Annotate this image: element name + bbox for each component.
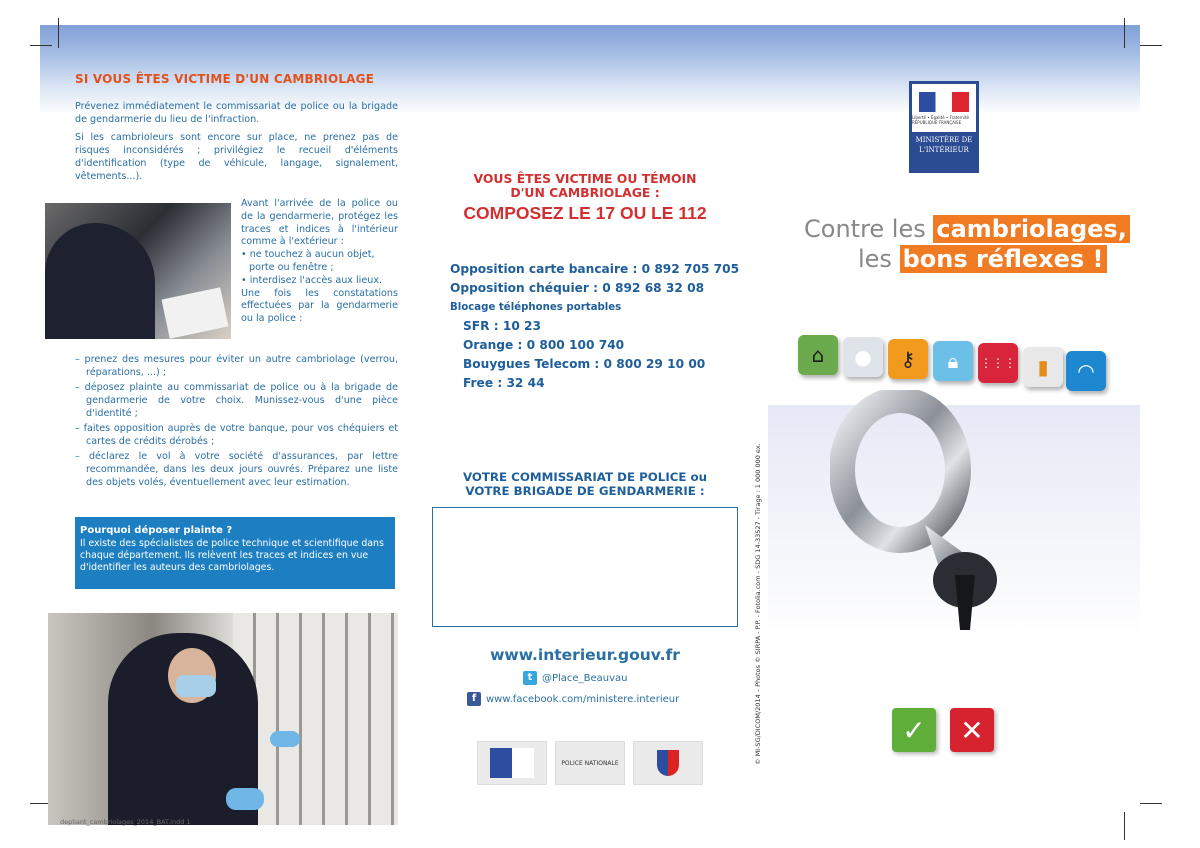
marianne-flag-icon	[919, 92, 969, 112]
paragraph: Avant l'arrivée de la police ou de la gendarmerie, protégez les traces et indices à l'intérieur comme à l'extérieur :	[241, 198, 398, 248]
emergency-line: VOUS ÊTES VICTIME OU TÉMOIN	[473, 171, 697, 186]
bulb-icon: ●	[843, 337, 883, 377]
crop-mark	[1124, 812, 1125, 840]
twitter-handle: @Place_Beauvau	[542, 672, 628, 684]
website-link[interactable]: www.interieur.gouv.fr	[490, 646, 680, 664]
phone-line: Bouygues Telecom : 0 800 29 10 00	[463, 357, 706, 371]
phone-line: Orange : 0 800 100 740	[463, 338, 625, 352]
paragraph: Une fois les constatations effectuées par la gendarmerie ou la police :	[241, 287, 398, 325]
facebook-link[interactable]	[467, 692, 679, 706]
emergency-line: D'UN CAMBRIOLAGE :	[510, 185, 660, 200]
phone-line: Opposition chéquier : 0 892 68 32 08	[450, 281, 705, 295]
keypad-icon: ⋮⋮⋮	[978, 343, 1018, 383]
cross-icon: ✕	[950, 708, 994, 752]
phone-list	[450, 260, 739, 393]
cover-title	[804, 214, 1130, 274]
facebook-icon: f	[467, 692, 481, 706]
ministry-logo	[909, 81, 979, 173]
light-switch-icon: ▮	[1023, 347, 1063, 387]
title-part: les	[858, 245, 900, 273]
crop-mark	[58, 18, 59, 48]
bullet-item: • interdisez l'accès aux lieux.	[241, 274, 383, 286]
phone-line: Free : 32 44	[463, 376, 545, 390]
phone-line: Opposition carte bancaire : 0 892 705 705	[450, 262, 740, 276]
emergency-heading	[430, 172, 740, 200]
key-illustration	[830, 390, 1010, 650]
phone-line: SFR : 10 23	[463, 319, 542, 333]
police-officer-photo	[45, 203, 231, 339]
twitter-icon: t	[523, 671, 537, 685]
crop-mark	[1140, 45, 1162, 46]
crop-mark	[1124, 18, 1125, 48]
ministry-name: MINISTÈRE DE L'INTÉRIEUR	[915, 136, 973, 154]
station-heading	[430, 470, 740, 498]
compose-number: COMPOSEZ LE 17 OU LE 112	[463, 203, 707, 223]
title-highlight: bons réflexes !	[900, 245, 1107, 273]
station-line: VOTRE COMMISSARIAT DE POLICE ou	[462, 470, 708, 484]
house-icon: ⌂	[798, 335, 838, 375]
facebook-url: www.facebook.com/ministere.interieur	[486, 693, 680, 705]
title-part: Contre les	[804, 215, 934, 243]
gendarmerie-logo	[477, 741, 547, 785]
padlock-icon: 🔒︎	[933, 341, 973, 381]
title-highlight: cambriolages,	[933, 215, 1129, 243]
action-list	[75, 353, 398, 491]
police-nationale-logo: POLICE NATIONALE	[555, 741, 625, 785]
crop-mark	[30, 45, 52, 46]
republic-text: Liberté • Égalité • Fraternité RÉPUBLIQUE FRANÇAISE	[912, 114, 969, 125]
bullet-item: • ne touchez à aucun objet, porte ou fenêtre ;	[241, 249, 375, 273]
info-box-text: Il existe des spécialistes de police technique et scientifique dans chaque département. Ils relèvent les traces et indices en vue d'identifier les auteurs des cambriolages.	[80, 538, 384, 573]
station-line: VOTRE BRIGADE DE GENDARMERIE :	[465, 484, 705, 498]
info-box-title: Pourquoi déposer plainte ?	[80, 525, 233, 536]
list-item: – prenez des mesures pour éviter un autre cambriolage (verrou, réparations, ...) ;	[75, 354, 398, 378]
left-panel	[75, 72, 398, 188]
key-icon: ⚷	[888, 339, 928, 379]
section-heading: SI VOUS ÊTES VICTIME D'UN CAMBRIOLAGE	[75, 72, 375, 86]
partner-logos	[477, 741, 703, 785]
prefecture-police-logo	[633, 741, 703, 785]
file-footer: depliant_cambriolages_2014_BAT.indd 1	[60, 818, 191, 826]
twitter-link[interactable]	[523, 671, 627, 685]
paragraph: Si les cambrioleurs sont encore sur place, ne prenez pas de risques inconsidérés ; privilégiez le recueil d'éléments d'identification (type de véhicule, langage, signalement, vêtements...).	[75, 132, 398, 182]
info-box	[75, 517, 395, 589]
station-write-in-box	[432, 507, 738, 627]
gendarme-photo	[48, 613, 398, 825]
vertical-credits: © MI-SG/DICOM/2014 – Photos © SIRPA - P.P. - Fotolia.com - SDG 14-33527 - Tirage : 1 000 000 ex.	[754, 443, 762, 765]
list-item: – déposez plainte au commissariat de police ou à la brigade de gendarmerie de votre choix. Munissez-vous d'une pièce d'identité ;	[75, 382, 398, 419]
check-icon: ✓	[892, 708, 936, 752]
alarm-light-icon: ◠	[1066, 351, 1106, 391]
check-cross-icons	[892, 708, 994, 752]
list-item: – faites opposition auprès de votre banque, pour vos chéquiers et cartes de crédits dérobés ;	[75, 423, 398, 447]
phone-subheading: Blocage téléphones portables	[450, 302, 622, 313]
paragraph: Prévenez immédiatement le commissariat de police ou la brigade de gendarmerie du lieu de l'infraction.	[75, 101, 398, 125]
crop-mark	[1140, 803, 1162, 804]
list-item: – déclarez le vol à votre société d'assurances, par lettre recommandée, dans les deux jours ouvrés. Préparez une liste des objets volés, éventuellement avec leur estimation.	[75, 451, 398, 488]
protect-traces-text	[241, 198, 398, 326]
